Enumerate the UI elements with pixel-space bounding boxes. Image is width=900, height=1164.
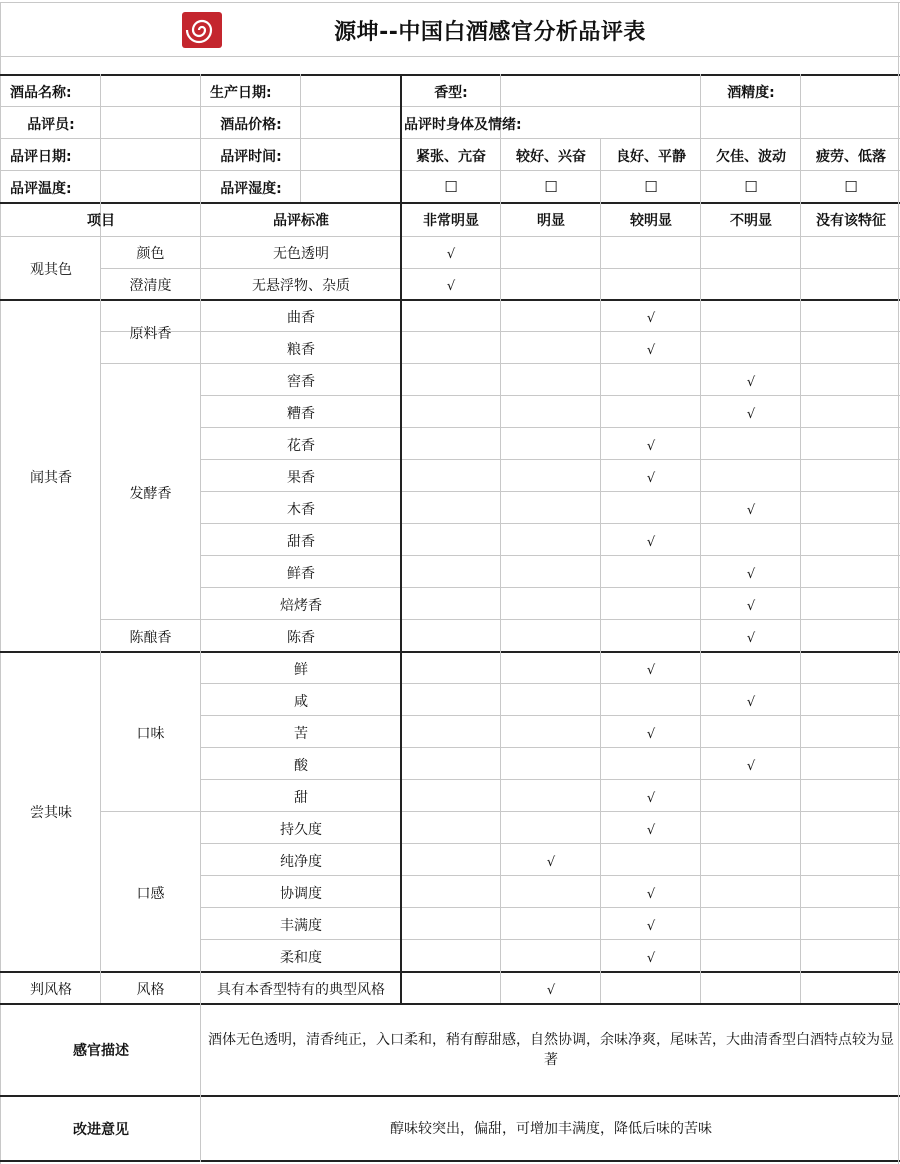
mood-checkbox[interactable]: ☐	[844, 178, 858, 196]
check-mark[interactable]: √	[746, 695, 756, 710]
subgroup-mouthfeel: 口感	[136, 885, 165, 902]
col-header-not-obvious: 不明显	[730, 213, 772, 229]
standard-cell: 甜	[294, 789, 308, 806]
standard-cell: 曲香	[287, 309, 315, 326]
sensory-label: 感官描述	[73, 1043, 129, 1059]
check-mark[interactable]: √	[646, 791, 656, 806]
check-mark[interactable]: √	[746, 631, 756, 646]
mood-checkbox[interactable]: ☐	[744, 178, 758, 196]
subgroup-style: 风格	[136, 982, 165, 998]
subgroup-clarity: 澄清度	[129, 278, 172, 294]
col-header-obvious: 明显	[537, 213, 565, 229]
standard-cell: 纯净度	[280, 853, 322, 870]
group-style: 判风格	[30, 982, 72, 998]
sensory-text: 酒体无色透明，清香纯正，入口柔和，稍有醇甜感，自然协调，余味净爽，尾味苦，大曲清香型白酒特点较为显著	[208, 1032, 894, 1068]
subgroup-color: 颜色	[136, 246, 165, 262]
standard-cell: 无悬浮物、杂质	[252, 277, 350, 294]
check-mark[interactable]: √	[646, 535, 656, 550]
standard-cell: 持久度	[280, 821, 322, 838]
mood-checkbox[interactable]: ☐	[444, 178, 458, 196]
mood-option: 欠佳、波动	[716, 149, 786, 165]
standard-cell: 协调度	[280, 885, 322, 902]
check-mark[interactable]: √	[746, 567, 756, 582]
check-mark[interactable]: √	[646, 471, 656, 486]
check-mark[interactable]: √	[446, 279, 456, 294]
standard-cell: 鲜香	[287, 565, 315, 582]
check-mark[interactable]: √	[446, 247, 456, 262]
standard-cell: 具有本香型特有的典型风格	[217, 981, 385, 998]
col-header-none: 没有该特征	[816, 213, 886, 229]
mood-checkbox[interactable]: ☐	[544, 178, 558, 196]
page-title: 源坤--中国白酒感官分析品评表	[334, 19, 646, 45]
check-mark[interactable]: √	[646, 439, 656, 454]
standard-cell: 柔和度	[280, 949, 322, 966]
col-header-fairly-obvious: 较明显	[630, 213, 672, 229]
col-header-item: 项目	[87, 213, 115, 229]
group-taste: 尝其味	[30, 805, 72, 821]
standard-cell: 糟香	[287, 405, 315, 422]
grid-line	[100, 74, 101, 202]
standard-cell: 木香	[287, 501, 315, 518]
grid-line	[600, 138, 601, 1003]
check-mark[interactable]: √	[646, 343, 656, 358]
taster-label: 品评员:	[27, 117, 75, 133]
improve-text: 醇味较突出，偏甜，可增加丰满度，降低后味的苦味	[390, 1121, 712, 1137]
humidity-label: 品评湿度:	[220, 181, 282, 197]
subgroup-raw-aroma: 原料香	[129, 326, 172, 342]
standard-cell: 无色透明	[273, 245, 329, 262]
check-mark[interactable]: √	[646, 727, 656, 742]
check-mark[interactable]: √	[746, 759, 756, 774]
col-header-very-obvious: 非常明显	[423, 213, 479, 229]
check-mark[interactable]: √	[646, 919, 656, 934]
check-mark[interactable]: √	[546, 983, 556, 998]
eval-date-label: 品评日期:	[10, 149, 72, 165]
subgroup-aged-aroma: 陈酿香	[129, 630, 172, 646]
production-date-label: 生产日期:	[210, 85, 272, 101]
check-mark[interactable]: √	[646, 663, 656, 678]
price-label: 酒品价格:	[220, 117, 282, 133]
check-mark[interactable]: √	[746, 503, 756, 518]
check-mark[interactable]: √	[646, 311, 656, 326]
eval-time-label: 品评时间:	[220, 149, 282, 165]
logo-icon	[180, 10, 224, 50]
standard-cell: 陈香	[287, 629, 315, 646]
mood-option: 紧张、亢奋	[416, 149, 486, 165]
standard-cell: 甜香	[287, 533, 315, 550]
standard-cell: 焙烤香	[280, 597, 322, 614]
grid-line	[0, 56, 900, 57]
grid-line	[200, 74, 201, 1162]
check-mark[interactable]: √	[746, 599, 756, 614]
mood-option: 较好、兴奋	[516, 149, 586, 165]
mood-option: 良好、平静	[616, 149, 686, 165]
wine-name-label: 酒品名称:	[10, 85, 72, 101]
mood-option: 疲劳、低落	[816, 149, 886, 165]
standard-cell: 果香	[287, 469, 315, 486]
check-mark[interactable]: √	[546, 855, 556, 870]
improve-label: 改进意见	[73, 1122, 129, 1138]
aroma-type-label: 香型:	[434, 85, 468, 101]
standard-cell: 粮香	[287, 341, 315, 358]
subgroup-flavor: 口味	[136, 726, 165, 742]
grid-line	[500, 74, 501, 1003]
col-header-standard: 品评标准	[273, 213, 329, 229]
standard-cell: 花香	[287, 437, 315, 454]
standard-cell: 窖香	[287, 373, 315, 390]
temperature-label: 品评温度:	[10, 181, 72, 197]
mood-checkbox[interactable]: ☐	[644, 178, 658, 196]
check-mark[interactable]: √	[646, 951, 656, 966]
subgroup-ferment-aroma: 发酵香	[129, 486, 172, 502]
standard-cell: 咸	[294, 693, 308, 710]
standard-cell: 苦	[294, 725, 308, 742]
standard-cell: 丰满度	[280, 917, 322, 934]
grid-line	[800, 74, 801, 1003]
grid-line	[700, 74, 701, 1003]
group-smell: 闻其香	[30, 469, 72, 486]
check-mark[interactable]: √	[646, 887, 656, 902]
grid-line	[0, 2, 900, 3]
grid-line	[0, 2, 1, 1164]
body-mood-label: 品评时身体及情绪:	[404, 117, 522, 133]
abv-label: 酒精度:	[727, 85, 775, 101]
check-mark[interactable]: √	[646, 823, 656, 838]
grid-line	[300, 74, 301, 202]
group-look: 观其色	[30, 261, 72, 278]
standard-cell: 鲜	[294, 661, 308, 678]
check-mark[interactable]: √	[746, 375, 756, 390]
standard-cell: 酸	[294, 757, 308, 774]
check-mark[interactable]: √	[746, 407, 756, 422]
